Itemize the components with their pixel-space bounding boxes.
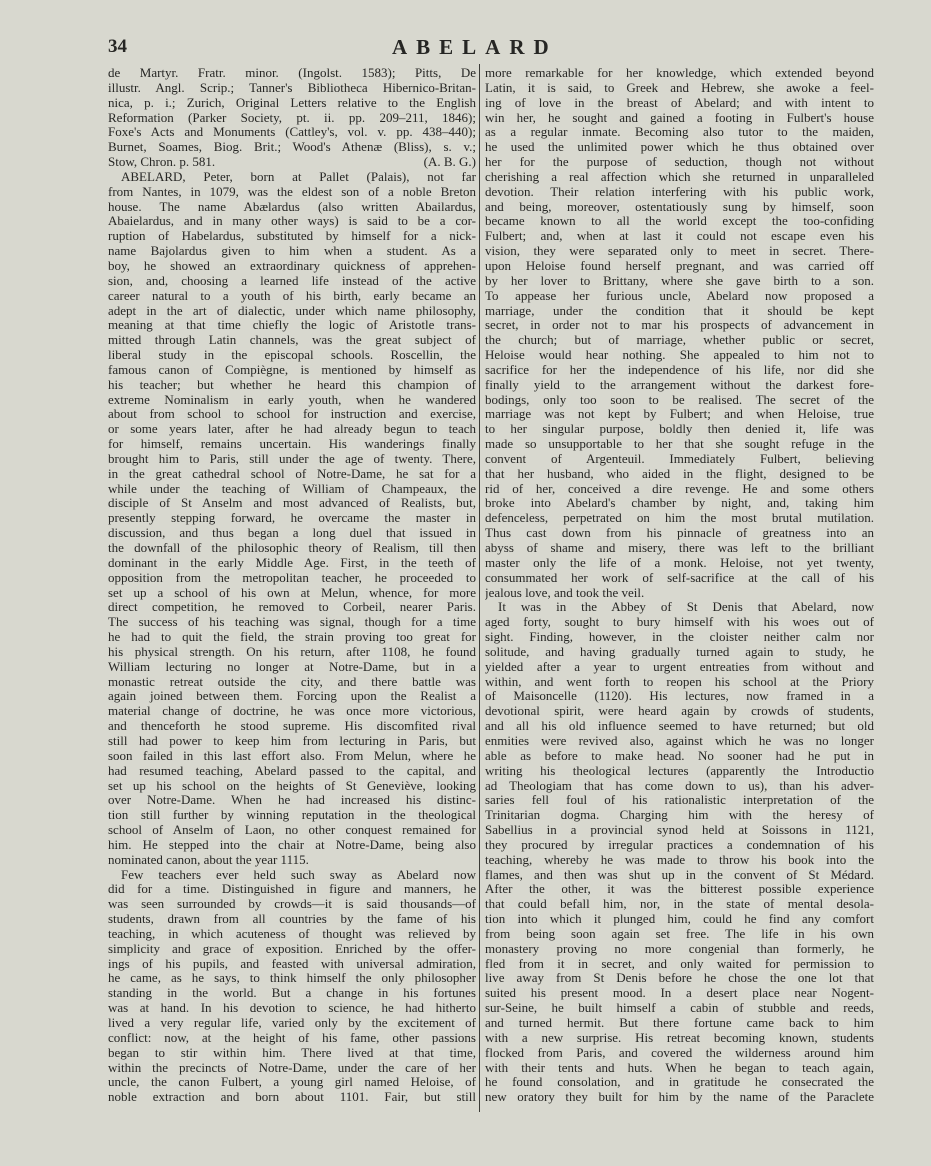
- text-line: house. The name Abælardus (also written Abailardus,: [108, 199, 476, 214]
- text-line: flocked from Paris, and covered the wilderness around him: [485, 1045, 874, 1060]
- text-line: dominant in the early Middle Age. First, in the teeth of: [108, 555, 476, 570]
- text-line: soon failed in this last effort also. From Melun, where he: [108, 748, 476, 763]
- text-line: set up a school of his own at Melun, whence, for more: [108, 585, 476, 600]
- text-line: adept in the art of dialectic, under which name philosophy,: [108, 303, 476, 318]
- text-line: Thus cast down from his pinnacle of greatness into an: [485, 526, 874, 541]
- text-line: yielded after a year to urgent entreaties from without and: [485, 659, 874, 674]
- text-line: devotion. Their relation interfering with his public work,: [485, 184, 874, 199]
- text-line: from being soon again set free. The life in his own: [485, 926, 874, 941]
- text-line: Reformation (Parker Society, pt. ii. pp. 209–211, 1846);: [108, 110, 476, 125]
- text-line: secret, in order not to mar his prospects of advancement in: [485, 318, 874, 333]
- text-line: about from school to school for instruction and exercise,: [108, 407, 476, 422]
- text-line: bodings, only too soon to be realised. The secret of the: [485, 392, 874, 407]
- text-line: ings of his pupils, and feasted with universal admiration,: [108, 956, 476, 971]
- text-line: presently stepping forward, he overcame the master in: [108, 511, 476, 526]
- text-line: convent of Argenteuil. Immediately Fulbert, believing: [485, 451, 874, 466]
- text-line: conflict: now, at the height of his fame, other passions: [108, 1030, 476, 1045]
- text-line: for himself, remains uncertain. His wanderings finally: [108, 437, 476, 452]
- text-line: noble extraction and born about 1101. Fair, but still: [108, 1090, 476, 1105]
- text-line: the downfall of the philosophic theory of Realism, till then: [108, 541, 476, 555]
- text-line: more remarkable for her knowledge, which extended beyond: [485, 66, 874, 80]
- text-line: suited his present mood. In a desert place near Nogent-: [485, 986, 874, 1001]
- text-line: monastic retreat outside the city, and there battle was: [108, 674, 476, 689]
- text-line: marriage, under the condition that it should be kept: [485, 303, 874, 318]
- text-line: disciple of St Anselm and most advanced of Realists, but,: [108, 496, 476, 511]
- text-line: still had power to keep him from lecturing in Paris, but: [108, 733, 476, 748]
- text-line: master only the life of a monk. Heloise, not yet twenty,: [485, 555, 874, 570]
- text-line: tion into which it plunged him, could he find any comfort: [485, 912, 874, 927]
- text-line: was at hand. In his devotion to science, he had hitherto: [108, 1001, 476, 1016]
- text-line: consummated her work of self-sacrifice at the call of his: [485, 570, 874, 585]
- text-line: marriage was not kept by Fulbert; and when Heloise, true: [485, 407, 874, 422]
- text-line: de Martyr. Fratr. minor. (Ingolst. 1583); Pitts, De: [108, 66, 476, 80]
- line-text: Stow, Chron. p. 581.: [108, 154, 216, 170]
- text-line: students, drawn from all countries by the fame of his: [108, 912, 476, 927]
- text-line: Few teachers ever held such sway as Abelard now: [121, 867, 476, 882]
- text-line: saries fell foul of his rationalistic interpretation of the: [485, 793, 874, 808]
- running-head: ABELARD: [392, 35, 558, 59]
- text-line: monastery proving no more congenial than formerly, he: [485, 941, 874, 956]
- text-line: him. He stepped into the chair at Notre-Dame, being also: [108, 837, 476, 852]
- text-line: and thenceforth he stood supreme. His discomfited rival: [108, 719, 476, 734]
- text-line: ad Theologiam that has come down to us), than his adver-: [485, 778, 874, 793]
- text-line: Sabellius in a provincial synod held at Soissons in 1121,: [485, 823, 874, 838]
- text-line: material change of doctrine, he was once more victorious,: [108, 704, 476, 719]
- text-line: sacrifice for her the independence of his life, nor did she: [485, 362, 874, 377]
- text-line: finally yield to the arrangement without the darkest fore-: [485, 377, 874, 392]
- paragraph: [485, 66, 874, 600]
- text-line: [108, 155, 476, 170]
- left-column: [108, 66, 476, 1105]
- text-line: upon Heloise found herself pregnant, and was carried off: [485, 258, 874, 273]
- text-line: her for the purpose of seduction, though not without: [485, 155, 874, 170]
- text-line: within, and went forth to reopen his school at the Priory: [485, 674, 874, 689]
- text-line: of Maisoncelle (1120). His lectures, now framed in a: [485, 689, 874, 704]
- text-line: Burnet, Soames, Biog. Brit.; Wood's Athenæ (Bliss), s. v.;: [108, 140, 476, 155]
- text-line: to her singular purpose, boldly then denied it, life was: [485, 422, 874, 437]
- text-line: Fulbert; and, when at last it could not escape even his: [485, 229, 874, 244]
- text-line: he had to quit the field, the strain proving too great for: [108, 630, 476, 645]
- text-line: broke into Abelard's chamber by night, and, taking him: [485, 496, 874, 511]
- text-line: cherishing a real affection which she returned in unparalleled: [485, 169, 874, 184]
- text-line: direct competition, he removed to Corbeil, nearer Paris.: [108, 600, 476, 615]
- text-line: brought him to Paris, still under the age of twenty. There,: [108, 451, 476, 466]
- text-line: devotional spirit, were heard again by crowds of students,: [485, 704, 874, 719]
- text-line: was seen surrounded by crowds—it is said thousands—of: [108, 897, 476, 912]
- text-line: within the precincts of Notre-Dame, under the care of her: [108, 1060, 476, 1075]
- text-line: live away from St Denis before he chose the one lot that: [485, 971, 874, 986]
- text-line: Heloise would hear nothing. She appealed to him not to: [485, 348, 874, 363]
- page-number: 34: [108, 36, 127, 57]
- paragraph: [485, 600, 874, 1105]
- text-line: To appease her furious uncle, Abelard now proposed a: [485, 288, 874, 303]
- text-line: opposition from the metropolitan teacher, he proceeded to: [108, 570, 476, 585]
- text-line: solitude, and having gradually turned again to study, he: [485, 644, 874, 659]
- text-line: able as before to make head. No sooner had he put in: [485, 748, 874, 763]
- text-line: nica, p. i.; Zurich, Original Letters relative to the English: [108, 95, 476, 110]
- column-divider: [479, 64, 480, 1112]
- text-line: and all his old influence seemed to have returned; but old: [485, 719, 874, 734]
- text-line: simplicity and grace of exposition. Enriched by the offer-: [108, 941, 476, 956]
- text-line: by her lover to Brittany, where she gave birth to a son.: [485, 273, 874, 288]
- text-line: that could befall him, nor, in the state of mental desola-: [485, 897, 874, 912]
- text-line: Abaielardus, and in many other ways) is said to be a cor-: [108, 214, 476, 229]
- text-line: William lecturing no longer at Notre-Dame, but in a: [108, 659, 476, 674]
- text-line: sion, and, choosing a learned life instead of the active: [108, 273, 476, 288]
- text-line: he found consolation, and in gratitude he consecrated the: [485, 1075, 874, 1090]
- paragraph: [108, 868, 476, 1106]
- text-line: began to stir within him. There lived at that time,: [108, 1045, 476, 1060]
- text-line: in the great cathedral school of Notre-Dame, he sat for a: [108, 466, 476, 481]
- text-line: liberal study in the episcopal schools. Roscellin, the: [108, 348, 476, 363]
- text-line: did for a time. Distinguished in figure and manners, he: [108, 882, 476, 897]
- text-line: and being, moreover, ostentatiously sung by himself, soon: [485, 199, 874, 214]
- text-line: new oratory they built for him by the name of the Paraclete: [485, 1090, 874, 1105]
- text-line: mitted through Latin channels, was the great subject of: [108, 333, 476, 348]
- text-line: he used the unlimited power which he thus obtained over: [485, 140, 874, 155]
- text-line: while under the teaching of William of Champeaux, the: [108, 481, 476, 496]
- text-line: again joined between them. Forcing upon the Realist a: [108, 689, 476, 704]
- text-line: teaching, whereby he was made to throw his book into the: [485, 852, 874, 867]
- text-line: sight. Finding, however, in the cloister neither calm nor: [485, 630, 874, 645]
- text-line: had resumed teaching, Abelard passed to the capital, and: [108, 763, 476, 778]
- right-column: [485, 66, 874, 1105]
- text-line: that her husband, who aided in the flight, designed to be: [485, 466, 874, 481]
- text-line: Trinitarian dogma. Charging him with the heresy of: [485, 808, 874, 823]
- text-line: discussion, and thus began a long duel that issued in: [108, 526, 476, 541]
- text-line: abyss of shame and misery, there was left to the brilliant: [485, 541, 874, 555]
- text-line: famous canon of Compiègne, is mentioned by himself as: [108, 362, 476, 377]
- text-line: school of Anselm of Laon, no other conquest remained for: [108, 823, 476, 838]
- text-line: flames, and then was shut up in the convent of St Médard.: [485, 867, 874, 882]
- text-line: with a new surprise. His retreat becoming known, students: [485, 1030, 874, 1045]
- text-line: extreme Nominalism in early youth, when he wandered: [108, 392, 476, 407]
- text-line: teaching, in which acuteness of thought was relieved by: [108, 926, 476, 941]
- text-line: and turned hermit. But there fortune came back to him: [485, 1016, 874, 1030]
- text-line: his physical strength. On his return, after 1108, he found: [108, 644, 476, 659]
- text-line: lived a very regular life, varied only by the excitement of: [108, 1016, 476, 1030]
- text-line: he came, as he says, to think himself the only philosopher: [108, 971, 476, 986]
- author-signature: (A. B. G.): [423, 154, 476, 170]
- text-line: jealous love, and took the veil.: [485, 585, 645, 600]
- text-line: boy, he showed an extraordinary quickness of apprehen-: [108, 258, 476, 273]
- text-line: ABELARD, Peter, born at Pallet (Palais), not far: [121, 169, 476, 184]
- text-line: or some years later, after he had already begun to teach: [108, 422, 476, 437]
- text-line: made so unsupportable to her that she sought refuge in the: [485, 437, 874, 452]
- text-line: they procured by irregular practices a condemnation of his: [485, 837, 874, 852]
- text-line: ing of love in the breast of Abelard; and with intent to: [485, 95, 874, 110]
- text-line: win her, he sought and gained a footing in Fulbert's house: [485, 110, 874, 125]
- text-line: sur-Seine, he built himself a cabin of stubble and reeds,: [485, 1001, 874, 1016]
- text-line: nominated canon, about the year 1115.: [108, 852, 309, 867]
- text-line: uncle, the canon Fulbert, a young girl named Heloise, of: [108, 1075, 476, 1090]
- text-line: career natural to a youth of his birth, early became an: [108, 288, 476, 303]
- text-line: tion still further by winning reputation in the theological: [108, 808, 476, 823]
- text-line: name Bajolardus given to him when a student. As a: [108, 244, 476, 259]
- text-line: over Notre-Dame. When he had increased his distinc-: [108, 793, 476, 808]
- text-line: his teacher; but whether he heard this champion of: [108, 377, 476, 392]
- text-line: The success of his teaching was signal, though for a time: [108, 615, 476, 630]
- text-line: standing in the world. But a change in his fortunes: [108, 986, 476, 1001]
- text-line: meaning at that time chiefly the logic of Aristotle trans-: [108, 318, 476, 333]
- text-line: fled from it in secret, and only waited for permission to: [485, 956, 874, 971]
- paragraph: [108, 170, 476, 868]
- text-line: as a regular inmate. Becoming also tutor to the maiden,: [485, 125, 874, 140]
- text-line: writing his theological lectures (apparently the Introductio: [485, 763, 874, 778]
- text-line: set up his school on the heights of St Geneviève, looking: [108, 778, 476, 793]
- text-line: illustr. Angl. Scrip.; Tanner's Bibliotheca Hibernico-Britan-: [108, 80, 476, 95]
- text-line: Foxe's Acts and Monuments (Cattley's, vol. v. pp. 438–440);: [108, 125, 476, 140]
- text-line: It was in the Abbey of St Denis that Abelard, now: [498, 600, 874, 615]
- text-line: enmities were revived also, against which he was no longer: [485, 733, 874, 748]
- text-line: After the other, it was the bitterest possible experience: [485, 882, 874, 897]
- text-line: aged forty, sought to bury himself with his woes out of: [485, 615, 874, 630]
- text-line: vision, they were separated only to meet in secret. There-: [485, 244, 874, 259]
- text-line: Latin, it is said, to Greek and Hebrew, she awoke a feel-: [485, 80, 874, 95]
- text-line: ruption of Habelardus, substituted by himself for a nick-: [108, 229, 476, 244]
- text-line: from Nantes, in 1079, was the eldest son of a noble Breton: [108, 184, 476, 199]
- text-line: became known to all the world except the too-confiding: [485, 214, 874, 229]
- text-line: defenceless, perpetrated on him the most brutal mutilation.: [485, 511, 874, 526]
- text-line: the church; but of marriage, whether public or secret,: [485, 333, 874, 348]
- text-line: with their tents and huts. When he began to teach again,: [485, 1060, 874, 1075]
- paragraph: [108, 66, 476, 170]
- text-line: rid of her, conceived a dire revenge. He and some others: [485, 481, 874, 496]
